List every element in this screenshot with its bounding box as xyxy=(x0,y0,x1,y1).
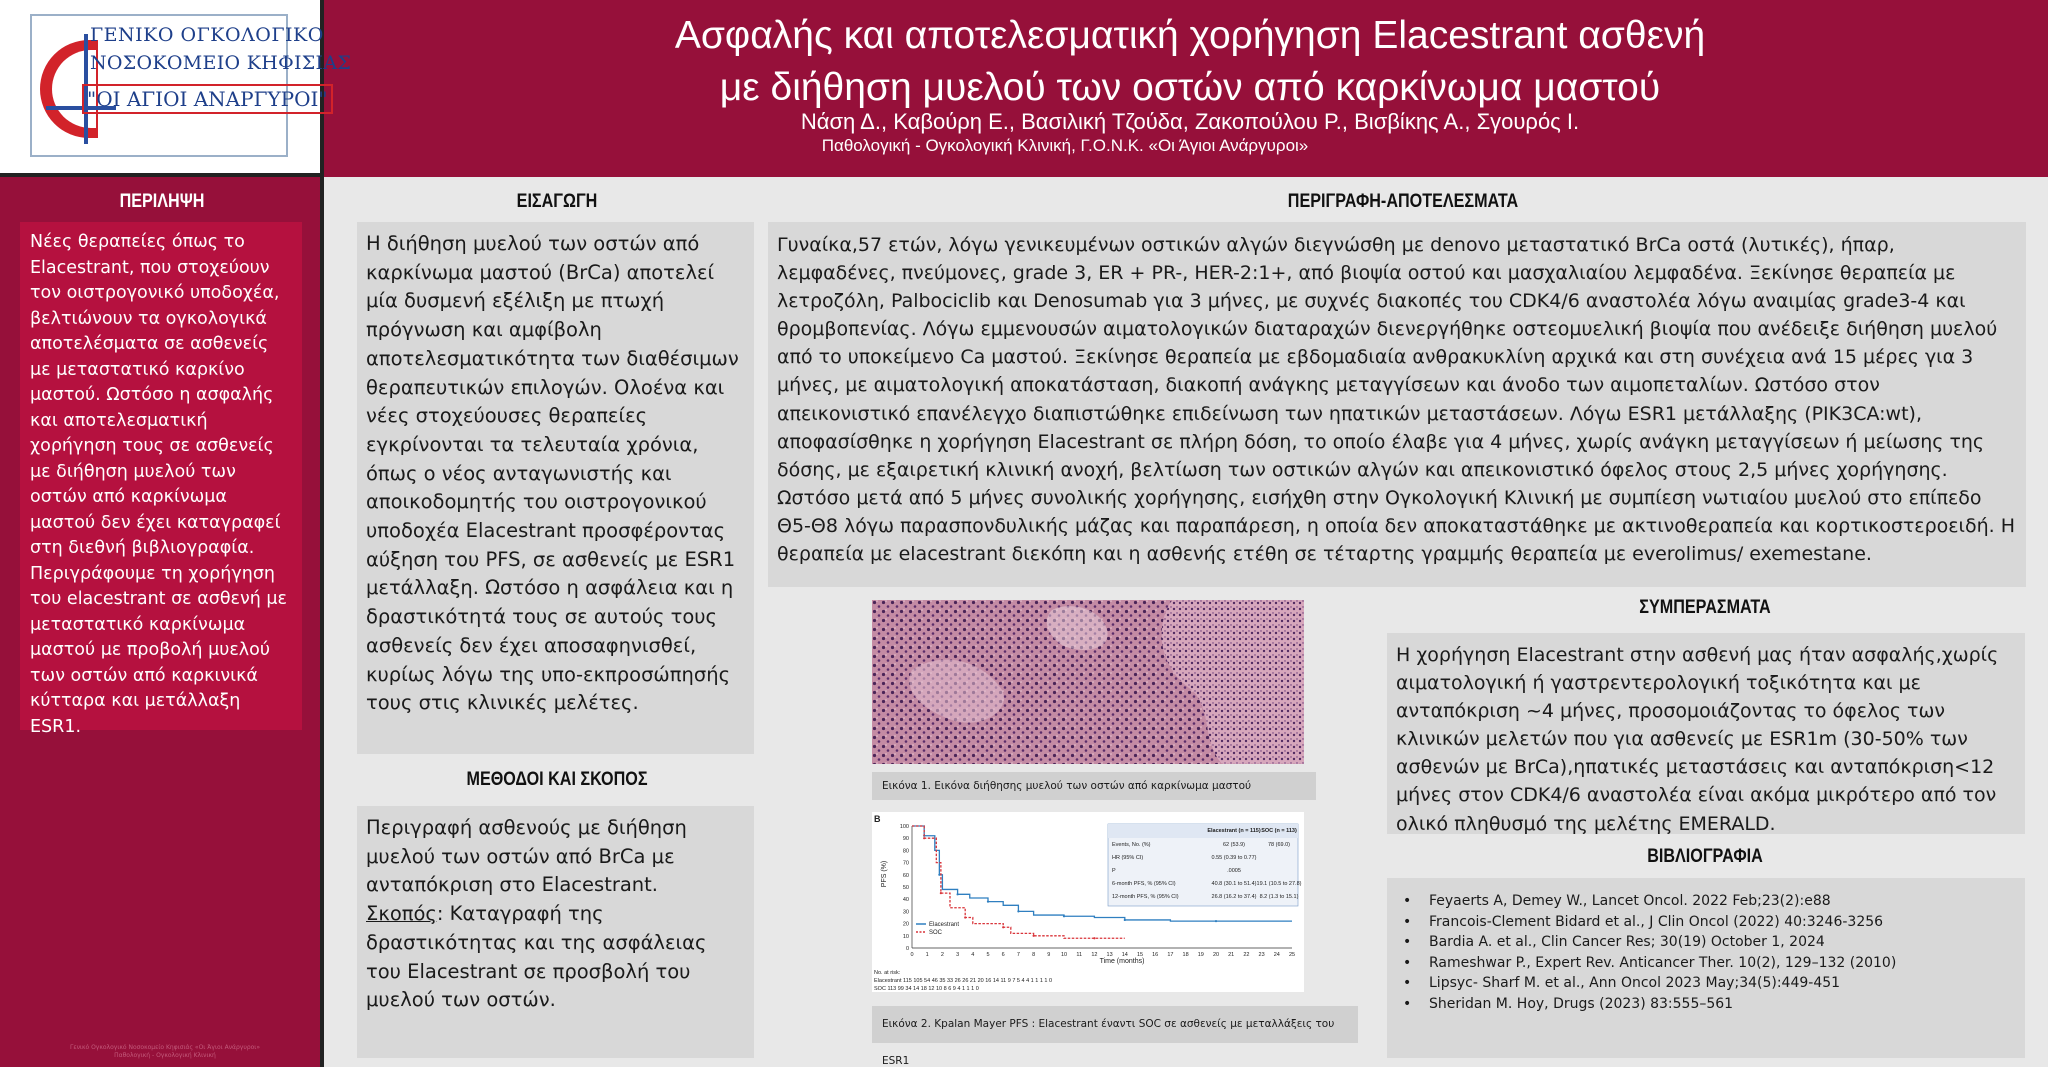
table-cell: 62 (53.9) xyxy=(1222,842,1246,848)
x-tick-label: 17 xyxy=(1167,952,1174,958)
y-tick-label: 60 xyxy=(902,872,909,879)
km-censor-mark xyxy=(923,837,925,839)
table-cell: 78 (69.0) xyxy=(1267,842,1291,848)
y-tick-label: 10 xyxy=(902,933,909,940)
hospital-logo xyxy=(0,0,352,177)
y-tick-label: 20 xyxy=(902,921,909,928)
x-axis-label: Time (months) xyxy=(1099,958,1145,965)
reference-item: • Rameshwar P., Expert Rev. Anticancer Ther. 10(2), 129–132 (2010) xyxy=(1415,953,2011,974)
x-tick-label: 4 xyxy=(971,952,975,958)
km-legend xyxy=(916,922,959,936)
footer-note: Γενικό Ογκολογικό Νοσοκομείο Κηφισιάς «Οι Άγιοι Ανάργυροι» Παθολογική - Ογκολογική Κλινική xyxy=(69,1044,261,1059)
table-col-soc: SOC (n = 113) xyxy=(1261,828,1297,834)
intro-text: Η διήθηση μυελού των οστών από καρκίνωμα μαστού (BrCa) αποτελεί μία δυσμενή εξέλιξη με πτωχή πρόγνωση και αμφίβολη αποτελεσματικότητα των διαθέσιμων θεραπευτικών επιλογών. Ολοένα και νέες στοχεύουσες θεραπείες εγκρίνονται τα τελευταία χρόνια, όπως ο νέος ανταγωνιστής και αποικοδομητής του οιστρογονικού υποδοχέα Elacestrant προσφέροντας αύξηση του PFS, σε ασθενείς με ESR1 μετάλλαξη. Ωστόσο η ασφάλεια και η δραστικότητά τους σε αυτούς τους ασθενείς δεν έχει αποσαφηνισθεί, κυρίως λόγω της υπο-εκπροσώπησής τους στις κλινικές μελέτες. xyxy=(357,222,754,754)
table-cell: 26.8 (16.2 to 37.4) xyxy=(1211,894,1257,900)
table-cell: 8.2 (1.3 to 15.1) xyxy=(1259,894,1299,900)
aim-label: Σκοπός xyxy=(366,902,437,926)
y-tick-label: 100 xyxy=(899,824,909,830)
x-tick-label: 23 xyxy=(1258,952,1265,958)
poster-title xyxy=(330,10,2048,114)
km-censor-mark xyxy=(1017,910,1019,912)
histology-picture xyxy=(872,600,1304,764)
reference-item: • Sheridan M. Hoy, Drugs (2023) 83:555–561 xyxy=(1415,994,2011,1015)
x-tick-label: 25 xyxy=(1288,952,1296,958)
methods-text: Περιγραφή ασθενούς με διήθηση μυελού των οστών από BrCa με ανταπόκριση στο Elacestrant. xyxy=(366,816,687,897)
reference-item: • Feyaerts A, Demey W., Lancet Oncol. 2022 Feb;23(2):e88 xyxy=(1415,891,2011,912)
y-axis-label: PFS (%) xyxy=(881,860,888,888)
x-tick-label: 13 xyxy=(1106,952,1113,958)
x-tick-label: 7 xyxy=(1016,952,1020,958)
risk-row-soc: SOC 113 99 34 14 18 12 10 8 6 9 4 1 1 1 0 xyxy=(874,986,979,992)
km-censor-mark xyxy=(1215,920,1217,922)
x-tick-label: 8 xyxy=(1032,952,1036,958)
logo-frame xyxy=(30,14,352,157)
x-tick-label: 16 xyxy=(1152,952,1159,958)
x-tick-label: 2 xyxy=(940,952,944,958)
y-tick-label: 90 xyxy=(902,836,909,843)
reference-item: • Lipsyc- Sharf M. et al., Ann Oncol 2023 May;34(5):449-451 xyxy=(1415,973,2011,994)
x-tick-label: 9 xyxy=(1047,952,1051,958)
conclusions-heading: ΣΥΜΠΕΡΑΣΜΑΤΑ xyxy=(1639,597,1771,618)
table-row-label: 12-month PFS, % (95% CI) xyxy=(1112,894,1179,900)
risk-row-elacestrant: Elacestrant 115 105 54 46 35 33 26 26 21 20 16 14 11 9 7 5 4 4 1 1 1 1 0 xyxy=(874,978,1053,984)
table-row-label: HR (95% CI) xyxy=(1112,855,1144,861)
methods-section xyxy=(357,806,754,1058)
methods-heading: ΜΕΘΟΔΟΙ ΚΑΙ ΣΚΟΠΟΣ xyxy=(466,769,648,790)
km-censor-mark xyxy=(957,893,959,895)
authors: Νάση Δ., Καβούρη Ε., Βασιλική Τζούδα, Ζακοπούλου Ρ., Βισβίκης Α., Σγουρός Ι. xyxy=(800,109,1580,134)
risk-title: No. at risk: xyxy=(874,970,901,976)
x-tick-label: 10 xyxy=(1060,952,1068,958)
references-heading: ΒΙΒΛΙΟΓΡΑΦΙΑ xyxy=(1647,846,1763,867)
intro-heading: ΕΙΣΑΓΩΓΗ xyxy=(516,191,598,212)
x-tick-label: 18 xyxy=(1182,952,1189,958)
km-censor-mark xyxy=(1093,937,1095,939)
km-censor-mark xyxy=(938,874,940,876)
x-tick-label: 12 xyxy=(1091,952,1098,958)
y-tick-label: 50 xyxy=(902,885,909,891)
x-tick-label: 22 xyxy=(1243,952,1250,958)
table-cell: 40.8 (30.1 to 51.4) xyxy=(1211,881,1257,887)
x-tick-label: 24 xyxy=(1273,952,1280,958)
x-tick-label: 5 xyxy=(986,952,990,958)
y-tick-label: 0 xyxy=(905,946,909,952)
x-tick-label: 3 xyxy=(956,952,960,958)
km-censor-mark xyxy=(1063,915,1065,917)
x-tick-label: 20 xyxy=(1212,952,1220,958)
km-censor-mark xyxy=(1124,919,1126,921)
affiliation: Παθολογική - Ογκολογική Κλινική, Γ.Ο.Ν.Κ. «Οι Άγιοι Ανάργυροι» xyxy=(821,136,1309,155)
table-col-elacestrant: Elacestrant (n = 115) xyxy=(1207,828,1261,834)
table-cell: .0005 xyxy=(1227,868,1241,874)
results-text: Γυναίκα,57 ετών, λόγω γενικευμένων οστικών αλγών διεγνώσθη με denovo μεταστατικό BrCa οστά (λυτικές), ήπαρ, λεμφαδένες, πνεύμονες, grade 3, ER + PR-, HER-2:1+, από βιοψία οστού και μασχαλιαίου λεμφαδένα. Ξεκίνησε θεραπεία με λετροζόλη, Palbociclib και Denosumab για 3 μήνες, με συχνές διακοπές του CDK4/6 αναστολέα λόγω αναιμίας grade3-4 και θρομβοπενίας. Λόγω εμμενουσών αιματολογικών διαταραχών διενεργήθηκε οστεομυελική βιοψία που ανέδειξε διήθηση μυελού από το υποκείμενο Ca μαστού. Ξεκίνησε θεραπεία με εβδομαδιαία ανθρακυκλίνη αρχικά και στη συνέχεια ανά 15 μέρες για 3 μήνες, με αιματολογική αποκατάσταση, διακοπή ανάγκης μεταγγίσεων και άνοδο των αιμοπεταλίων. Ωστόσο στον απεικονιστικό επανέλεγχο διαπιστώθηκε επιδείνωση των ηπατικών μεταστάσεων. Λόγω ESR1 μετάλλαξης (PIK3CA:wt), αποφασίσθηκε η χορήγηση Elacestrant σε πλήρη δόση, το οποίο έλαβε για 4 μήνες, χωρίς ανάγκη μεταγγίσεων ή μείωσης της δόσης, με εξαιρετική κλινική ανοχή, βελτίωση των οστικών αλγών και απεικονιστικό όφελος στους 2,5 μήνες χορήγησης. Ωστόσο μετά από 5 μήνες συνολικής χορήγησης, εισήχθη στην Ογκολογική Κλινική με συμπίεση νωτιαίου μυελού στο επίπεδο Θ5-Θ8 λόγω παρασπονδυλικής μάζας και παραπάρεση, η οποία δεν αποκαταστάθηκε με ακτινοθεραπεία και κορτικοστεροειδή. Η θεραπεία με elacestrant διεκόπη και η ασθενής ετέθη σε τέταρτης γραμμής θεραπεία με everolimus/ exemestane. xyxy=(768,222,2026,587)
x-tick-label: 15 xyxy=(1136,952,1144,958)
table-row-label: P xyxy=(1112,868,1116,874)
km-chart xyxy=(872,812,1304,992)
reference-item: • Francois-Clement Bidard et al., J Clin Oncol (2022) 40:3246-3256 xyxy=(1415,912,2011,933)
logo-text-line3: "ΟΙ ΑΓΙΟΙ ΑΝΑΡΓΥΡΟΙ" xyxy=(82,84,333,114)
aim-text: : Καταγραφή της δραστικότητας και της ασφάλειας του Elacestrant σε προσβολή του μυελού των οστών. xyxy=(366,902,707,1012)
summary-text: Νέες θεραπείες όπως το Elacestrant, που στοχεύουν τον οιστρογονικό υποδοχέα, βελτιώνουν τα ογκολογικά αποτελέσματα σε ασθενείς με μεταστατικό καρκίνο μαστού. Ωστόσο η ασφαλής και αποτελεσματική χορήγηση τους σε ασθενείς με διήθηση μυελού των οστών από καρκίνωμα μαστού δεν έχει καταγραφεί στη διεθνή βιβλιογραφία. Περιγράφουμε τη χορήγηση του elacestrant σε ασθενή με μεταστατικό καρκίνωμα μαστού με προβολή μυελού των οστών από καρκινικά κύτταρα και μετάλλαξη ESR1. xyxy=(20,222,302,730)
title-line-2: με διήθηση μυελού των οστών από καρκίνωμα μαστού xyxy=(719,66,1661,109)
conclusions-text: Η χορήγηση Elacestrant στην ασθενή μας ήταν ασφαλής,χωρίς αιματολογική ή γαστρεντερολογική τοξικότητα και με ανταπόκριση ~4 μήνες, προσομοιάζοντας το όφελος των κλινικών μελετών που για ασθενείς με ESR1m (30-50% των ασθενών με BrCa),ηπατικές μεταστάσεις και ανταπόκριση<12 μήνες στον CDK4/6 αναστολέα είναι ακόμα μικρότερο από τον ολικό πληθυσμό της μελέτης EMERALD. xyxy=(1387,633,2025,834)
km-censor-mark xyxy=(964,916,966,918)
y-tick-label: 70 xyxy=(902,860,909,867)
hr-table xyxy=(1108,824,1302,906)
reference-item: • Bardia A. et al., Clin Cancer Res; 30(19) October 1, 2024 xyxy=(1415,932,2011,953)
histology-image xyxy=(872,600,1304,764)
figure2-caption: Εικόνα 2. Kpalan Mayer PFS : Elacestrant έναντι SOC σε ασθενείς με μεταλλάξεις του ESR1 xyxy=(872,1006,1358,1043)
x-tick-label: 21 xyxy=(1228,952,1235,958)
x-tick-label: 1 xyxy=(925,952,929,958)
km-censor-mark xyxy=(987,901,989,903)
x-tick-label: 19 xyxy=(1197,952,1204,958)
legend-soc: SOC xyxy=(929,930,943,936)
x-tick-label: 14 xyxy=(1121,952,1128,958)
x-tick-label: 11 xyxy=(1076,952,1083,958)
table-row-label: Events, No. (%) xyxy=(1112,842,1151,848)
title-line-1: Ασφαλής και αποτελεσματική χορήγηση Elacestrant ασθενή xyxy=(674,14,1706,57)
y-tick-label: 80 xyxy=(902,848,909,855)
table-row-label: 6-month PFS, % (95% CI) xyxy=(1112,881,1176,887)
logo-text-line1: ΓΕΝΙΚΟ ΟΓΚΟΛΟΓΙΚΟ xyxy=(90,24,324,46)
legend-elacestrant: Elacestrant xyxy=(929,922,960,928)
logo-text-line2: ΝΟΣΟΚΟΜΕΙΟ ΚΗΦΙΣΙΑΣ xyxy=(90,52,352,74)
km-censor-mark xyxy=(1033,935,1035,937)
y-tick-label: 30 xyxy=(902,909,909,916)
x-tick-label: 6 xyxy=(1001,952,1005,958)
results-heading: ΠΕΡΙΓΡΑΦΗ-ΑΠΟΤΕΛΕΣΜΑΤΑ xyxy=(1287,191,1519,212)
summary-heading: ΠΕΡΙΛΗΨΗ xyxy=(119,191,205,212)
table-cell: 0.55 (0.39 to 0.77) xyxy=(1211,855,1257,861)
risk-table xyxy=(874,970,1052,992)
panel-label: B xyxy=(874,814,881,824)
km-chart-svg xyxy=(872,812,1304,992)
km-censor-mark xyxy=(940,892,942,894)
y-tick-label: 40 xyxy=(902,897,909,904)
x-tick-label: 0 xyxy=(910,952,914,958)
table-cell: 19.1 (10.5 to 27.8) xyxy=(1256,881,1302,887)
figure1-caption: Εικόνα 1. Εικόνα διήθησης μυελού των οστών από καρκίνωμα μαστού xyxy=(872,772,1316,800)
references-list xyxy=(1387,878,2025,1058)
km-censor-mark xyxy=(1002,926,1004,928)
